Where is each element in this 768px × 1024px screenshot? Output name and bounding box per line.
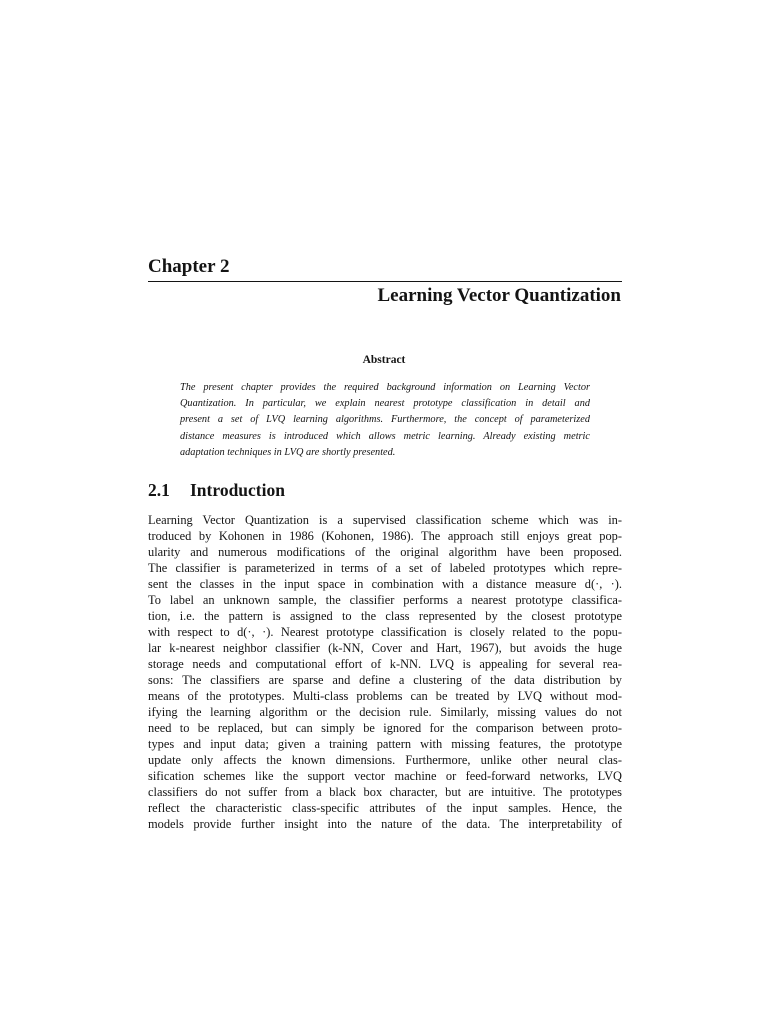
body-line: sent the classes in the input space in combination with a distance measure d(·, ·). [148, 577, 622, 591]
abstract-line: adaptation techniques in LVQ are shortly presented. [180, 446, 396, 458]
abstract-line: Quantization. In particular, we explain nearest prototype classification in detail and [180, 398, 590, 410]
body-line: The classifier is parameterized in terms of a set of labeled prototypes which repre- [148, 561, 622, 575]
body-line: sons: The classifiers are sparse and define a clustering of the data distribution by [148, 673, 622, 687]
body-line: classifiers do not suffer from a black box character, but are intuitive. The prototypes [148, 785, 622, 799]
abstract-line: The present chapter provides the required background information on Learning Vector [180, 382, 590, 393]
body-line: ifying the learning algorithm or the decision rule. Similarly, missing values do not [148, 705, 622, 719]
body-line: ularity and numerous modifications of the original algorithm have been proposed. [148, 545, 622, 559]
body-line: tion, i.e. the pattern is assigned to the class represented by the closest prototype [148, 609, 622, 623]
body-line: sification schemes like the support vector machine or feed-forward networks, LVQ [148, 769, 622, 783]
section-number: 2.1 [148, 480, 170, 500]
body-line: models provide further insight into the nature of the data. The interpretability of [148, 817, 622, 831]
section-title: Introduction [190, 480, 285, 500]
body-line: storage needs and computational effort of k-NN. LVQ is appealing for several rea- [148, 657, 622, 671]
body-line: need to be replaced, but can simply be ignored for the comparison between proto- [148, 721, 622, 735]
body-line: To label an unknown sample, the classifier performs a nearest prototype classifica- [148, 593, 622, 607]
body-line: troduced by Kohonen in 1986 (Kohonen, 1986). The approach still enjoys great pop- [148, 529, 622, 543]
body-line: update only affects the known dimensions. Furthermore, unlike other neural clas- [148, 753, 622, 767]
body-line: reflect the characteristic class-specific attributes of the input samples. Hence, the [148, 801, 622, 815]
body-line: Learning Vector Quantization is a supervised classification scheme which was in- [148, 513, 622, 527]
abstract-heading: Abstract [362, 354, 406, 366]
abstract-body [180, 380, 590, 461]
abstract-line: distance measures is introduced which allows metric learning. Already existing metric [180, 430, 590, 442]
body-line: with respect to d(·, ·). Nearest prototype classification is closely related to the popu- [148, 625, 622, 639]
section-heading [148, 479, 285, 501]
chapter-title: Learning Vector Quantization [377, 285, 621, 306]
section-body [148, 512, 622, 832]
body-line: lar k-nearest neighbor classifier (k-NN, Cover and Hart, 1967), but avoids the huge [148, 641, 622, 655]
chapter-rule [148, 281, 622, 282]
abstract-line: present a set of LVQ learning algorithms. Furthermore, the concept of parameterized [180, 414, 590, 426]
chapter-label: Chapter 2 [148, 256, 230, 277]
body-line: types and input data; given a training pattern with missing features, the prototype [148, 737, 622, 751]
body-line: means of the prototypes. Multi-class problems can be treated by LVQ without mod- [148, 689, 622, 703]
